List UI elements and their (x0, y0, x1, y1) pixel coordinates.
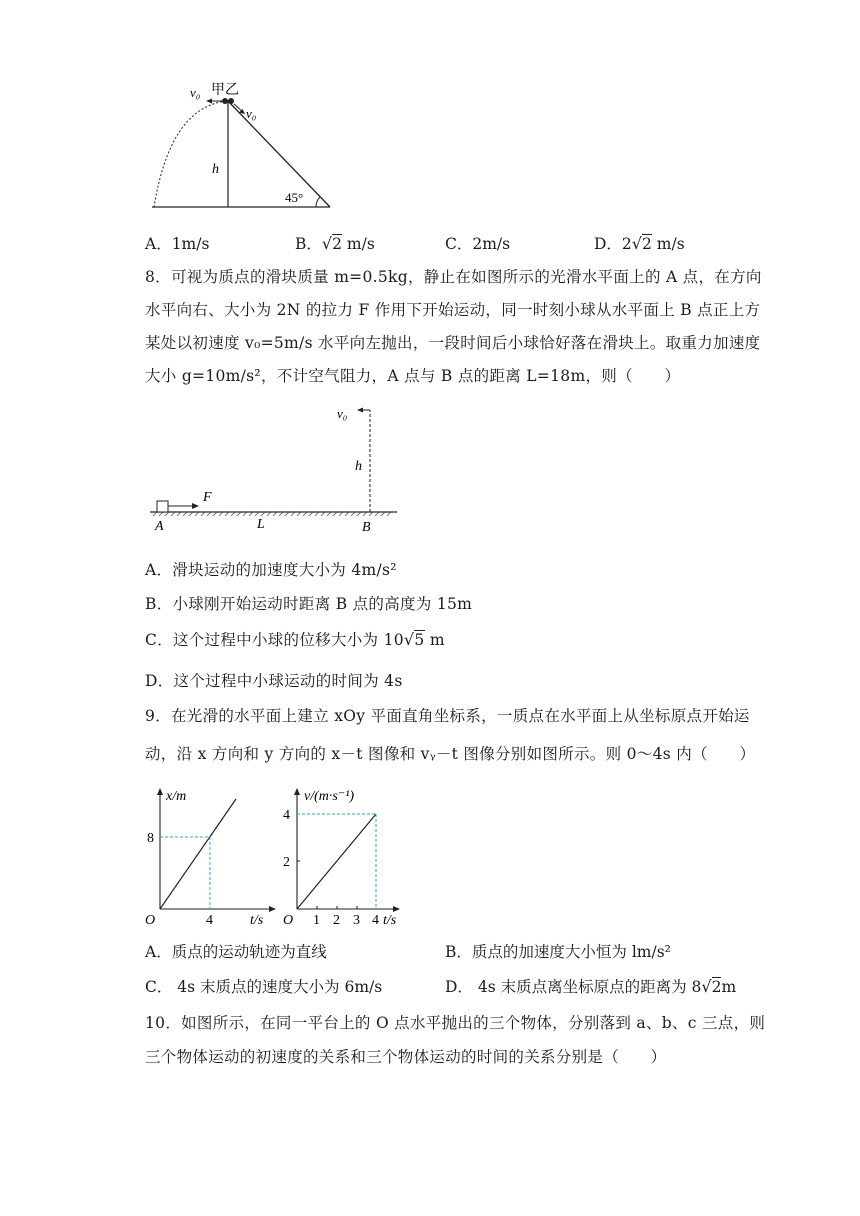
q9-stem-line1: 9．在光滑的水平面上建立 xOy 平面直角坐标系，一质点在水平面上从坐标原点开始运 (145, 707, 750, 725)
q7-option-b: B．√2 m/s (295, 234, 375, 253)
origin-label: O (283, 913, 294, 927)
q8-option-b: B．小球刚开始运动时距离 B 点的高度为 15m (145, 595, 473, 613)
xtick-3: 3 (353, 913, 360, 927)
xtick-4: 4 (372, 913, 379, 927)
q9-stem-line2: 动，沿 x 方向和 y 方向的 x－t 图像和 vᵧ－t 图像分别如图所示。则 0～4s 内（ ） (145, 745, 756, 763)
q8-stem-line3: 某处以初速度 v₀=5m/s 水平向左抛出，一段时间后小球恰好落在滑块上。取重力加速度 (145, 334, 761, 352)
xtick-1: 1 (313, 913, 320, 927)
q9-option-d: D． 4s 末质点离坐标原点的距离为 8√2m (445, 977, 737, 996)
q8-stem-line1: 8．可视为质点的滑块质量 m=0.5kg，静止在如图所示的光滑水平面上的 A 点，在方向 (145, 268, 762, 286)
q10-stem-line1: 10．如图所示，在同一平台上的 O 点水平抛出的三个物体，分别落到 a、b、c 三点，则 (145, 1014, 766, 1032)
q8-option-d: D．这个过程中小球运动的时间为 4s (145, 672, 403, 690)
q7-option-c: C．2m/s (445, 235, 511, 253)
h-label: h (212, 162, 219, 177)
ytick-8: 8 (147, 831, 154, 846)
q9-graph-vt (280, 782, 420, 927)
ytick-4: 4 (283, 808, 290, 823)
q10-stem-line2: 三个物体运动的初速度的关系和三个物体运动的时间的关系分别是（ ） (145, 1048, 667, 1066)
v0-label: v₀ (337, 406, 348, 421)
q9-option-b: B．质点的加速度大小恒为 lm/s² (445, 943, 671, 961)
ylabel: x/m (166, 789, 187, 804)
q9-option-a: A．质点的运动轨迹为直线 (145, 943, 327, 961)
q7-option-a: A．1m/s (145, 235, 210, 253)
angle-label: 45° (285, 190, 304, 205)
q9-option-c: C． 4s 末质点的速度大小为 6m/s (145, 978, 383, 996)
h-label: h (355, 459, 362, 474)
ylabel: v/(m·s⁻¹) (304, 789, 355, 804)
v0-right-label: v₀ (246, 106, 257, 121)
jiayi-label: 甲乙 (211, 83, 239, 98)
q8-figure (145, 400, 405, 535)
A-label: A (155, 519, 164, 534)
q7-option-d: D．2√2 m/s (594, 234, 685, 253)
q8-stem-line2: 水平向右、大小为 2N 的拉力 F 作用下开始运动，同一时刻小球从水平面上 B 点正上方 (145, 301, 761, 319)
B-label: B (362, 520, 371, 535)
xtick-2: 2 (333, 913, 340, 927)
q8-option-a: A．滑块运动的加速度大小为 4m/s² (145, 561, 397, 579)
q9-graph-xt (140, 782, 280, 927)
q7-figure (140, 78, 340, 218)
origin-label: O (145, 913, 156, 927)
xlabel: t/s (383, 913, 397, 927)
F-label: F (203, 490, 212, 505)
L-label: L (257, 517, 265, 532)
q8-option-c: C．这个过程中小球的位移大小为 10√5 m (145, 630, 445, 649)
q8-stem-line4: 大小 g=10m/s²，不计空气阻力，A 点与 B 点的距离 L=18m，则（ ） (145, 367, 681, 385)
xtick-4: 4 (206, 913, 213, 927)
v0-left-label: v₀ (190, 85, 201, 100)
xlabel: t/s (250, 913, 264, 927)
ytick-2: 2 (283, 855, 290, 870)
